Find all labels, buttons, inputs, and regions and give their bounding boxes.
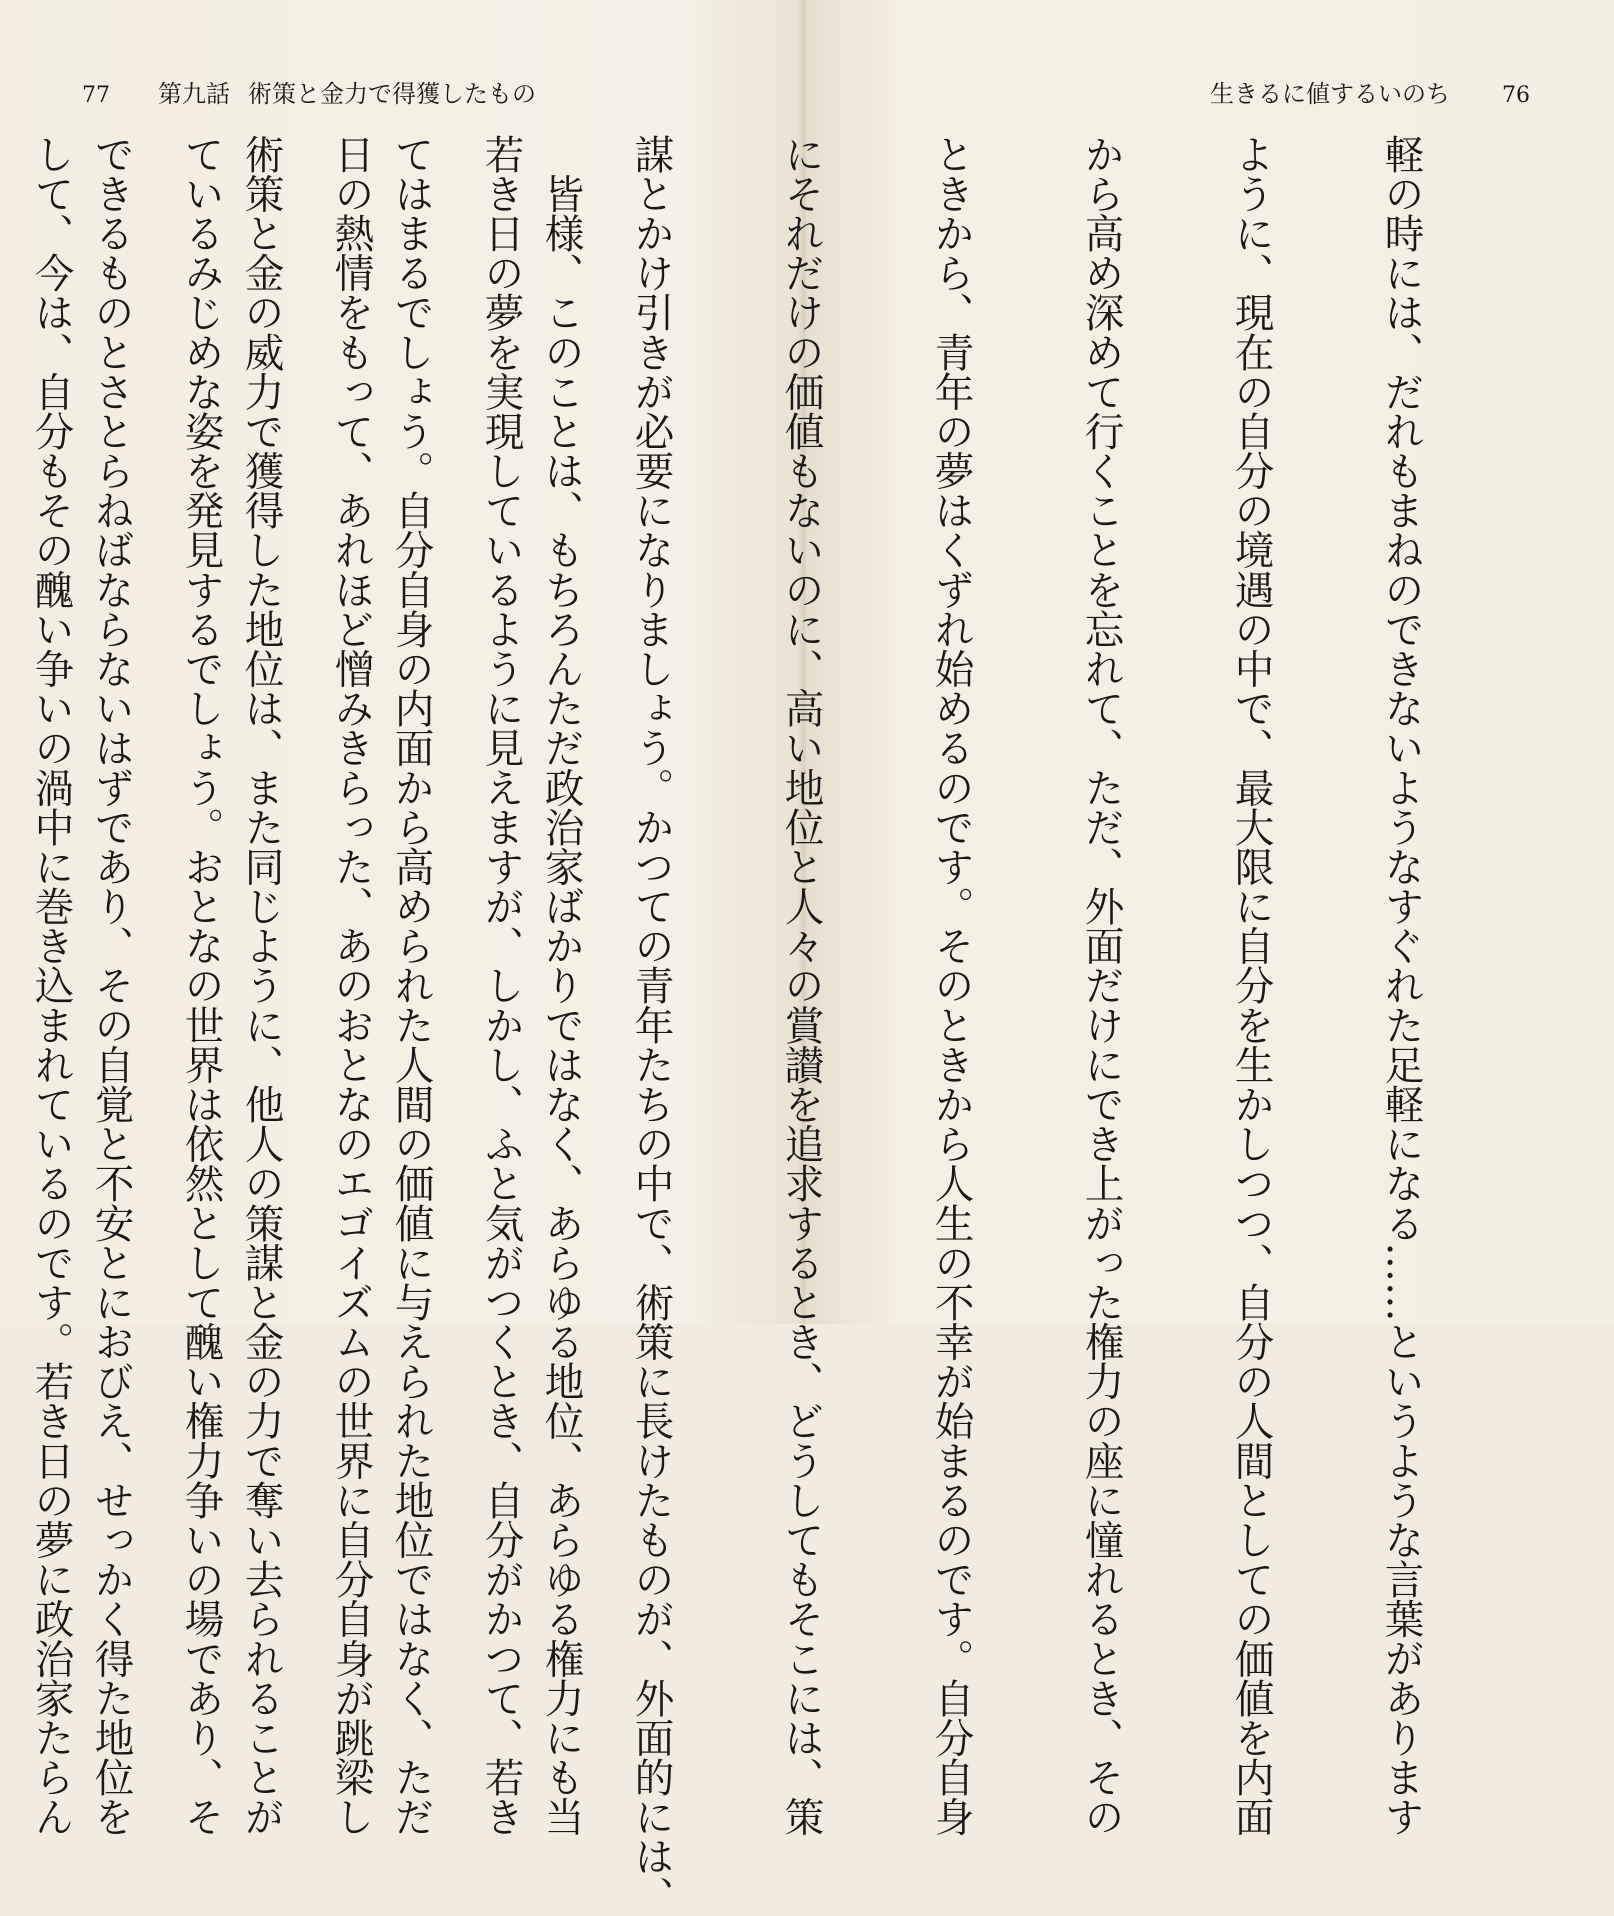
text-column: 軽の時には、だれもまねのできないようなすぐれた足軽になる……というような言葉があります bbox=[1378, 134, 1424, 1837]
text-column: 日の熱情をもって、あれほど憎みきらった、あのおとなのエゴイズムの世界に自分自身が跳梁し bbox=[328, 134, 374, 1837]
text-column: 若き日の夢を実現しているように見えますが、しかし、ふと気がつくとき、自分がかつて、若き bbox=[478, 134, 524, 1837]
left-page-number: 77 bbox=[82, 83, 110, 108]
text-column: ときから、青年の夢はくずれ始めるのです。そのときから人生の不幸が始まるのです。自分自身 bbox=[928, 134, 974, 1837]
chapter-title: 術策と金力で得獲したもの bbox=[248, 80, 536, 108]
running-title: 生きるに値するいのち bbox=[1210, 80, 1450, 108]
left-page-header bbox=[82, 74, 536, 109]
text-column: ように、現在の自分の境遇の中で、最大限に自分を生かしつつ、自分の人間としての価値を内面 bbox=[1228, 134, 1274, 1837]
text-column: てはまるでしょう。自分自身の内面から高められた人間の価値に与えられた地位ではなく、ただ bbox=[388, 134, 434, 1837]
chapter-number: 第九話 bbox=[158, 80, 230, 108]
right-page-number: 76 bbox=[1502, 83, 1530, 108]
text-column: できるものとさとらねばならないはずであり、その自覚と不安とにおびえ、せっかく得た地位を bbox=[88, 134, 134, 1837]
text-column: 謀とかけ引きが必要になりましょう。かつての青年たちの中で、術策に長けたものが、外面的には、 bbox=[628, 134, 674, 1916]
text-column: 皆様、このことは、もちろんただ政治家ばかりではなく、あらゆる地位、あらゆる権力にも当 bbox=[538, 134, 584, 1837]
text-column: から高め深めて行くことを忘れて、ただ、外面だけにでき上がった権力の座に憧れるとき、その bbox=[1078, 134, 1124, 1837]
text-column: にそれだけの価値もないのに、高い地位と人々の賞讃を追求するとき、どうしてもそこには、策 bbox=[778, 134, 824, 1837]
text-column: して、今は、自分もその醜い争いの渦中に巻き込まれているのです。若き日の夢に政治家たらん bbox=[28, 134, 74, 1837]
text-column: 術策と金の威力で獲得した地位は、また同じように、他人の策謀と金の力で奪い去られることが bbox=[238, 134, 284, 1837]
text-column: ているみじめな姿を発見するでしょう。おとなの世界は依然として醜い権力争いの場であり、そ bbox=[178, 134, 224, 1837]
right-page-header bbox=[1210, 74, 1530, 109]
